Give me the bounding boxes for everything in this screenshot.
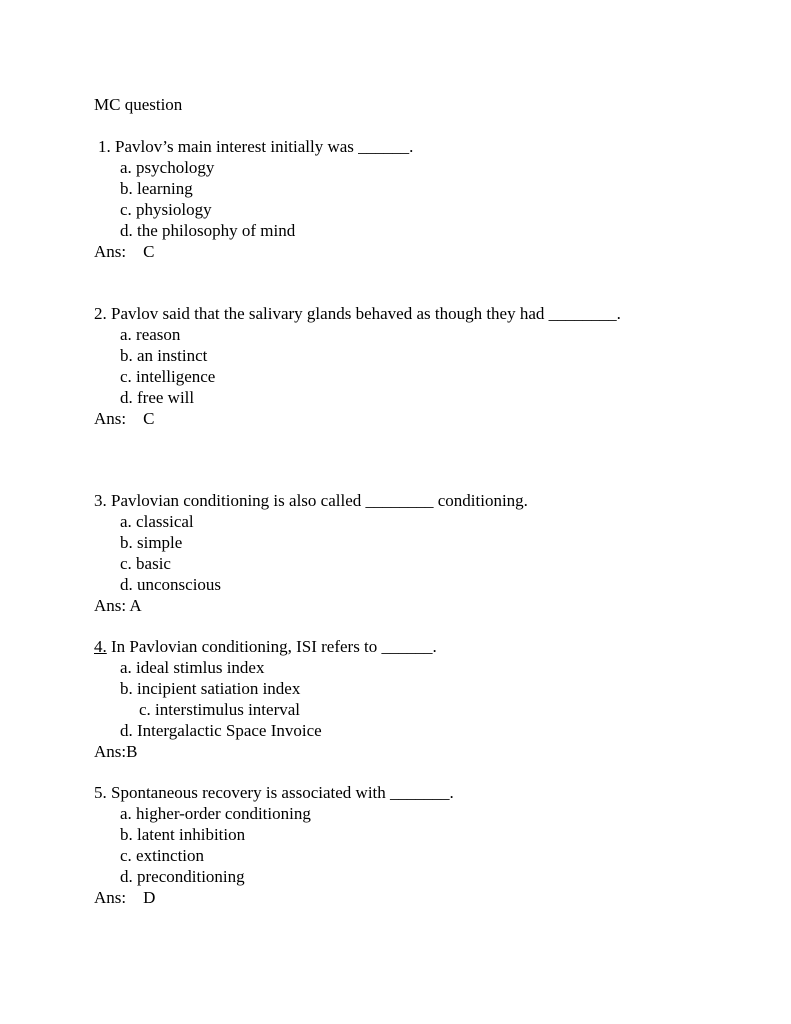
question-5-number: 5. [94,783,107,802]
question-4-answer: Ans:B [94,742,138,761]
question-2-option-c: c. intelligence [120,367,216,386]
question-5-option-c: c. extinction [120,846,205,865]
question-1-number: 1. [98,137,111,156]
question-3-option-b: b. simple [120,533,183,552]
question-3 [94,490,528,511]
question-4 [94,636,437,657]
question-4-option-d: d. Intergalactic Space Invoice [120,721,322,740]
question-1-option-d: d. the philosophy of mind [120,221,296,240]
question-2-answer: Ans: C [94,409,155,428]
question-2 [94,303,621,324]
question-2-text: Pavlov said that the salivary glands behaved as though they had ________. [111,304,621,323]
question-5-text: Spontaneous recovery is associated with _______. [111,783,454,802]
question-3-option-c: c. basic [120,554,171,573]
question-3-option-a: a. classical [120,512,194,531]
question-4-option-a: a. ideal stimlus index [120,658,265,677]
question-5-option-d: d. preconditioning [120,867,245,886]
question-2-option-d: d. free will [120,388,195,407]
question-4-number: 4. [94,637,107,656]
question-5-answer: Ans: D [94,888,156,907]
question-3-answer: Ans: A [94,596,142,615]
question-2-option-b: b. an instinct [120,346,208,365]
question-5-option-a: a. higher-order conditioning [120,804,311,823]
question-1-answer: Ans: C [94,242,155,261]
page-heading: MC question [94,95,183,114]
question-2-number: 2. [94,304,107,323]
question-1-option-b: b. learning [120,179,193,198]
question-5 [94,782,454,803]
question-5-option-b: b. latent inhibition [120,825,246,844]
question-1-text: Pavlov’s main interest initially was ______. [115,137,414,156]
question-4-option-c: c. interstimulus interval [139,700,300,719]
question-1-option-c: c. physiology [120,200,212,219]
question-1-option-a: a. psychology [120,158,215,177]
question-4-text: In Pavlovian conditioning, ISI refers to ______. [106,637,437,656]
question-3-option-d: d. unconscious [120,575,222,594]
question-3-text: Pavlovian conditioning is also called ________ conditioning. [111,491,528,510]
question-4-option-b: b. incipient satiation index [120,679,301,698]
question-1 [98,136,413,157]
question-3-number: 3. [94,491,107,510]
question-2-option-a: a. reason [120,325,181,344]
